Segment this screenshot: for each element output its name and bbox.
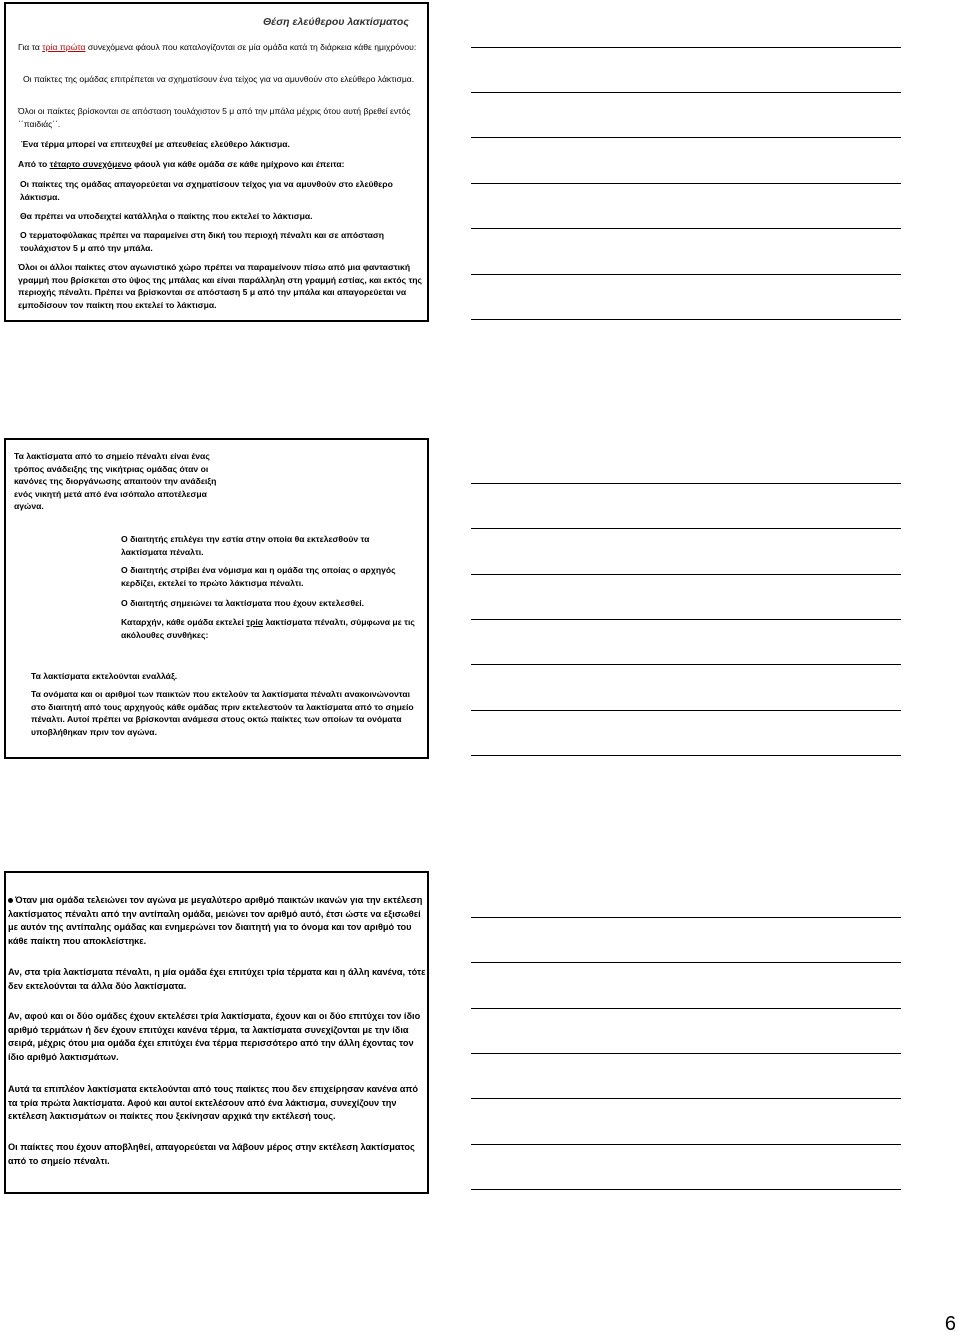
paragraph-1 <box>18 41 426 54</box>
note-line <box>471 92 901 93</box>
text-run: Για τα <box>18 42 43 52</box>
note-line <box>471 962 901 963</box>
note-line <box>471 1098 901 1099</box>
note-line <box>471 47 901 48</box>
slide-3 <box>4 871 429 1194</box>
page-number: 6 <box>944 1313 956 1335</box>
paragraph-4: Ένα τέρμα μπορεί να επιτευχθεί με απευθείας ελεύθερο λάκτισμα. <box>21 139 290 149</box>
slide-2 <box>4 438 429 759</box>
paragraph-3: Ο διαιτητής στρίβει ένα νόμισμα και η ομάδα της οποίας ο αρχηγός κερδίζει, εκτελεί το πρώτο λάκτισμα πέναλτι. <box>121 565 396 588</box>
note-line <box>471 574 901 575</box>
note-line <box>471 274 901 275</box>
slide-1 <box>4 2 429 322</box>
emphasis-text: τρία <box>246 617 264 627</box>
note-line <box>471 137 901 138</box>
paragraph-3: Όλοι οι παίκτες βρίσκονται σε απόσταση τουλάχιστον 5 μ από την μπάλα μέχρις ότου αυτή βρεθεί εντός ΄΄παιδιάς΄΄. <box>18 106 411 129</box>
note-line <box>471 319 901 320</box>
text-run: λακτίσματα πέναλτι, σύμφωνα με τις ακόλουθες συνθήκες: <box>121 617 415 640</box>
text-run: συνεχόμενα φάουλ που καταλογίζονται σε μία ομάδα κατά τη διάρκεια κάθε ημιχρόνου: <box>85 42 417 52</box>
text-run: Καταρχήν, κάθε ομάδα εκτελεί <box>121 617 247 627</box>
note-line <box>471 1144 901 1145</box>
paragraph-2: Οι παίκτες της ομάδας επιτρέπεται να σχηματίσουν ένα τείχος για να αμυνθούν στο ελεύθερο λάκτισμα. <box>23 74 415 84</box>
emphasis-text: τέταρτο συνεχόμενο <box>49 159 132 169</box>
note-line <box>471 755 901 756</box>
paragraph-1: Τα λακτίσματα από το σημείο πέναλτι είναι ένας τρόπος ανάδειξης της νικήτριας ομάδας όταν οι κανόνες της διοργάνωσης απαιτούν την ανάδειξη ενός νικητή μετά από ένα ισόπαλο αποτέλεσμα αγώνα. <box>14 451 217 512</box>
paragraph-9: Όλοι οι άλλοι παίκτες στον αγωνιστικό χώρο πρέπει να παραμείνουν πίσω από μια φανταστική γραμμή που βρίσκεται στο ύψος της μπάλας και είναι παράλληλη στη γραμμή εστίας, και εκτός της περιοχής πέναλτι. Πρέπει να βρίσκονται σε απόσταση 5 μ από την μπάλα και απαγορεύεται να εμποδίσουν τον παίκτη που εκτελεί το λάκτισμα. <box>18 262 423 310</box>
paragraph-2: Αν, στα τρία λακτίσματα πέναλτι, η μία ομάδα έχει επιτύχει τρία τέρματα και η άλλη κανένα, τότε δεν εκτελούνται τα άλλα δύο λακτίσματα. <box>8 967 426 991</box>
paragraph-6: Οι παίκτες της ομάδας απαγορεύεται να σχηματίσουν τείχος για να αμυνθούν στο ελεύθερο λάκτισμα. <box>20 179 393 202</box>
paragraph-5 <box>121 616 416 641</box>
paragraph-7: Θα πρέπει να υποδειχτεί κατάλληλα ο παίκτης που εκτελεί το λάκτισμα. <box>20 211 313 221</box>
paragraph-1 <box>8 894 426 948</box>
paragraph-7: Τα ονόματα και οι αριθμοί των παικτών που εκτελούν τα λακτίσματα πέναλτι ανακοινώνονται στο διαιτητή από τους αρχηγούς κάθε ομάδας πριν εκτελεστούν τα λακτίσματα από το σημείο πέναλτι. Αυτοί πρέπει να βρίσκονται ανάμεσα στους οκτώ παίκτες των οποίων τα ονόματα υποβλήθηκαν πριν τον αγώνα. <box>31 689 414 737</box>
bullet-icon <box>8 898 13 903</box>
text-run: Από το <box>18 159 50 169</box>
paragraph-4: Ο διαιτητής σημειώνει τα λακτίσματα που έχουν εκτελεσθεί. <box>121 598 364 608</box>
note-line <box>471 710 901 711</box>
paragraph-3: Αν, αφού και οι δύο ομάδες έχουν εκτελέσει τρία λακτίσματα, έχουν και οι δύο επιτύχει τον ίδιο αριθμό τερμάτων ή δεν έχουν επιτύχει κανένα τέρμα, τα λακτίσματα συνεχίζονται με την ίδια σειρά, μέχρις ότου μια ομάδα έχει επιτύχει ένα τέρμα περισσότερο από την άλλη έχοντας τον ίδιο αριθμό λακτισμάτων. <box>8 1011 421 1062</box>
paragraph-6: Τα λακτίσματα εκτελούνται εναλλάξ. <box>31 671 178 681</box>
note-line <box>471 619 901 620</box>
emphasis-text: τρία πρώτα <box>42 42 86 52</box>
text-run: φάουλ για κάθε ομάδα σε κάθε ημίχρονο και έπειτα: <box>131 159 345 169</box>
note-line <box>471 664 901 665</box>
note-line <box>471 528 901 529</box>
note-line <box>471 1053 901 1054</box>
note-line <box>471 183 901 184</box>
note-line <box>471 1008 901 1009</box>
paragraph-2: Ο διαιτητής επιλέγει την εστία στην οποία θα εκτελεσθούν τα λακτίσματα πέναλτι. <box>121 534 370 557</box>
note-line <box>471 1189 901 1190</box>
slide-title: Θέση ελεύθερου λακτίσματος <box>263 16 409 28</box>
note-line <box>471 917 901 918</box>
paragraph-5: Οι παίκτες που έχουν αποβληθεί, απαγορεύεται να λάβουν μέρος στην εκτέλεση λακτίσματος από το σημείο πέναλτι. <box>8 1142 415 1166</box>
note-line <box>471 228 901 229</box>
note-line <box>471 483 901 484</box>
paragraph-4: Αυτά τα επιπλέον λακτίσματα εκτελούνται από τους παίκτες που δεν επιχείρησαν κανένα από τα τρία πρώτα λακτίσματα. Αφού και αυτοί εκτελέσουν από ένα λάκτισμα, συνεχίζουν την εκτέλεση λακτισμάτων οι παίκτες που ξεκίνησαν αρχικά την εκτέλεσή τους. <box>8 1084 418 1122</box>
paragraph-8: Ο τερματοφύλακας πρέπει να παραμείνει στη δική του περιοχή πέναλτι και σε απόσταση τουλάχιστον 5 μ από την μπάλα. <box>20 230 384 253</box>
paragraph-5 <box>18 158 428 171</box>
text-run: Όταν μια ομάδα τελειώνει τον αγώνα με μεγαλύτερο αριθμό παικτών ικανών για την εκτέλεση λακτίσματος πέναλτι από την αντίπαλη ομάδα, μειώνει τον αριθμό αυτό, έτσι ώστε να εξισωθεί με αυτόν της αντίπαλης ομάδας και ενημερώνει τον διαιτητή για το όνομα και τον αριθμό του κάθε παίκτη που αποκλείστηκε. <box>8 895 423 946</box>
